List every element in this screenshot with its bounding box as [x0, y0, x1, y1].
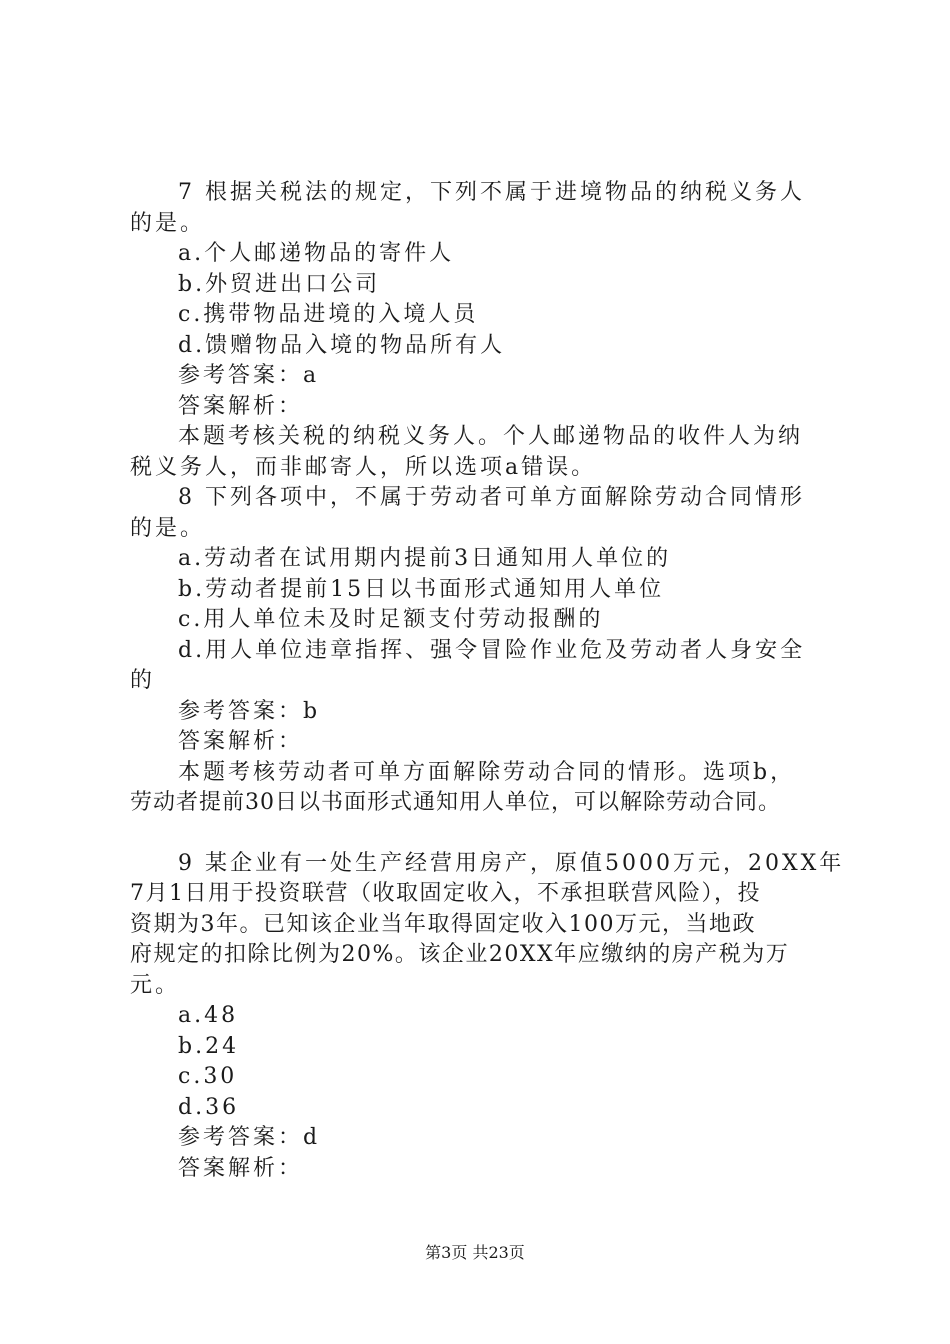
q9-stem-line-1: 9 某企业有一处生产经营用房产，原值5000万元，20XX年: [178, 850, 845, 876]
q9-option-a: a.48: [178, 1003, 239, 1028]
q9-stem-line-4: 府规定的扣除比例为20%。该企业20XX年应缴纳的房产税为万: [130, 942, 790, 967]
q8-answer: 参考答案：b: [178, 698, 321, 724]
q8-stem-line-2: 的是。: [130, 515, 206, 541]
q9-stem-line-2: 7月1日用于投资联营（收取固定收入，不承担联营风险），投: [130, 881, 761, 906]
page-number-footer: 第3页 共23页: [425, 1243, 525, 1262]
q9-analysis-label: 答案解析：: [178, 1155, 304, 1181]
q7-answer: 参考答案：a: [178, 363, 320, 388]
q7-analysis-label: 答案解析：: [178, 393, 304, 419]
q8-option-d: d.用人单位违章指挥、强令冒险作业危及劳动者人身安全: [178, 637, 806, 663]
page-content: [130, 178, 845, 1184]
q8-analysis-label: 答案解析：: [178, 729, 304, 754]
q7-option-a: a.个人邮递物品的寄件人: [178, 241, 455, 266]
q8-option-b: b.劳动者提前15日以书面形式通知用人单位: [178, 576, 665, 602]
q7-option-c: c.携带物品进境的入境人员: [178, 302, 479, 327]
q9-option-b: b.24: [178, 1033, 240, 1059]
q7-analysis-line-1: 本题考核关税的纳税义务人。个人邮递物品的收件人为纳: [178, 424, 804, 449]
q9-answer: 参考答案：d: [178, 1125, 321, 1150]
q8-option-c: c.用人单位未及时足额支付劳动报酬的: [178, 607, 604, 632]
q9-stem-line-3: 资期为3年。已知该企业当年取得固定收入100万元，当地政: [130, 911, 756, 937]
q7-option-d: d.馈赠物品入境的物品所有人: [178, 332, 506, 358]
paragraph-gap: [130, 819, 835, 849]
q9-option-d: d.36: [178, 1094, 240, 1120]
q7-option-b: b.外贸进出口公司: [178, 271, 381, 297]
q9-option-c: c.30: [178, 1064, 238, 1089]
q8-analysis-line-2: 劳动者提前30日以书面形式通知用人单位，可以解除劳动合同。: [130, 790, 781, 815]
q7-stem-line-1: 7 根据关税法的规定，下列不属于进境物品的纳税义务人: [178, 180, 805, 205]
q7-stem-line-2: 的是。: [130, 210, 206, 236]
q7-analysis-line-2: 税义务人，而非邮寄人，所以选项a错误。: [130, 454, 597, 480]
q9-stem-line-5: 元。: [130, 972, 181, 998]
q8-option-a: a.劳动者在试用期内提前3日通知用人单位的: [178, 546, 672, 571]
q8-stem-line-1: 8 下列各项中，不属于劳动者可单方面解除劳动合同情形: [178, 485, 805, 510]
q8-option-d-continued: 的: [130, 668, 156, 693]
q8-analysis-line-1: 本题考核劳动者可单方面解除劳动合同的情形。选项b，: [178, 759, 796, 785]
